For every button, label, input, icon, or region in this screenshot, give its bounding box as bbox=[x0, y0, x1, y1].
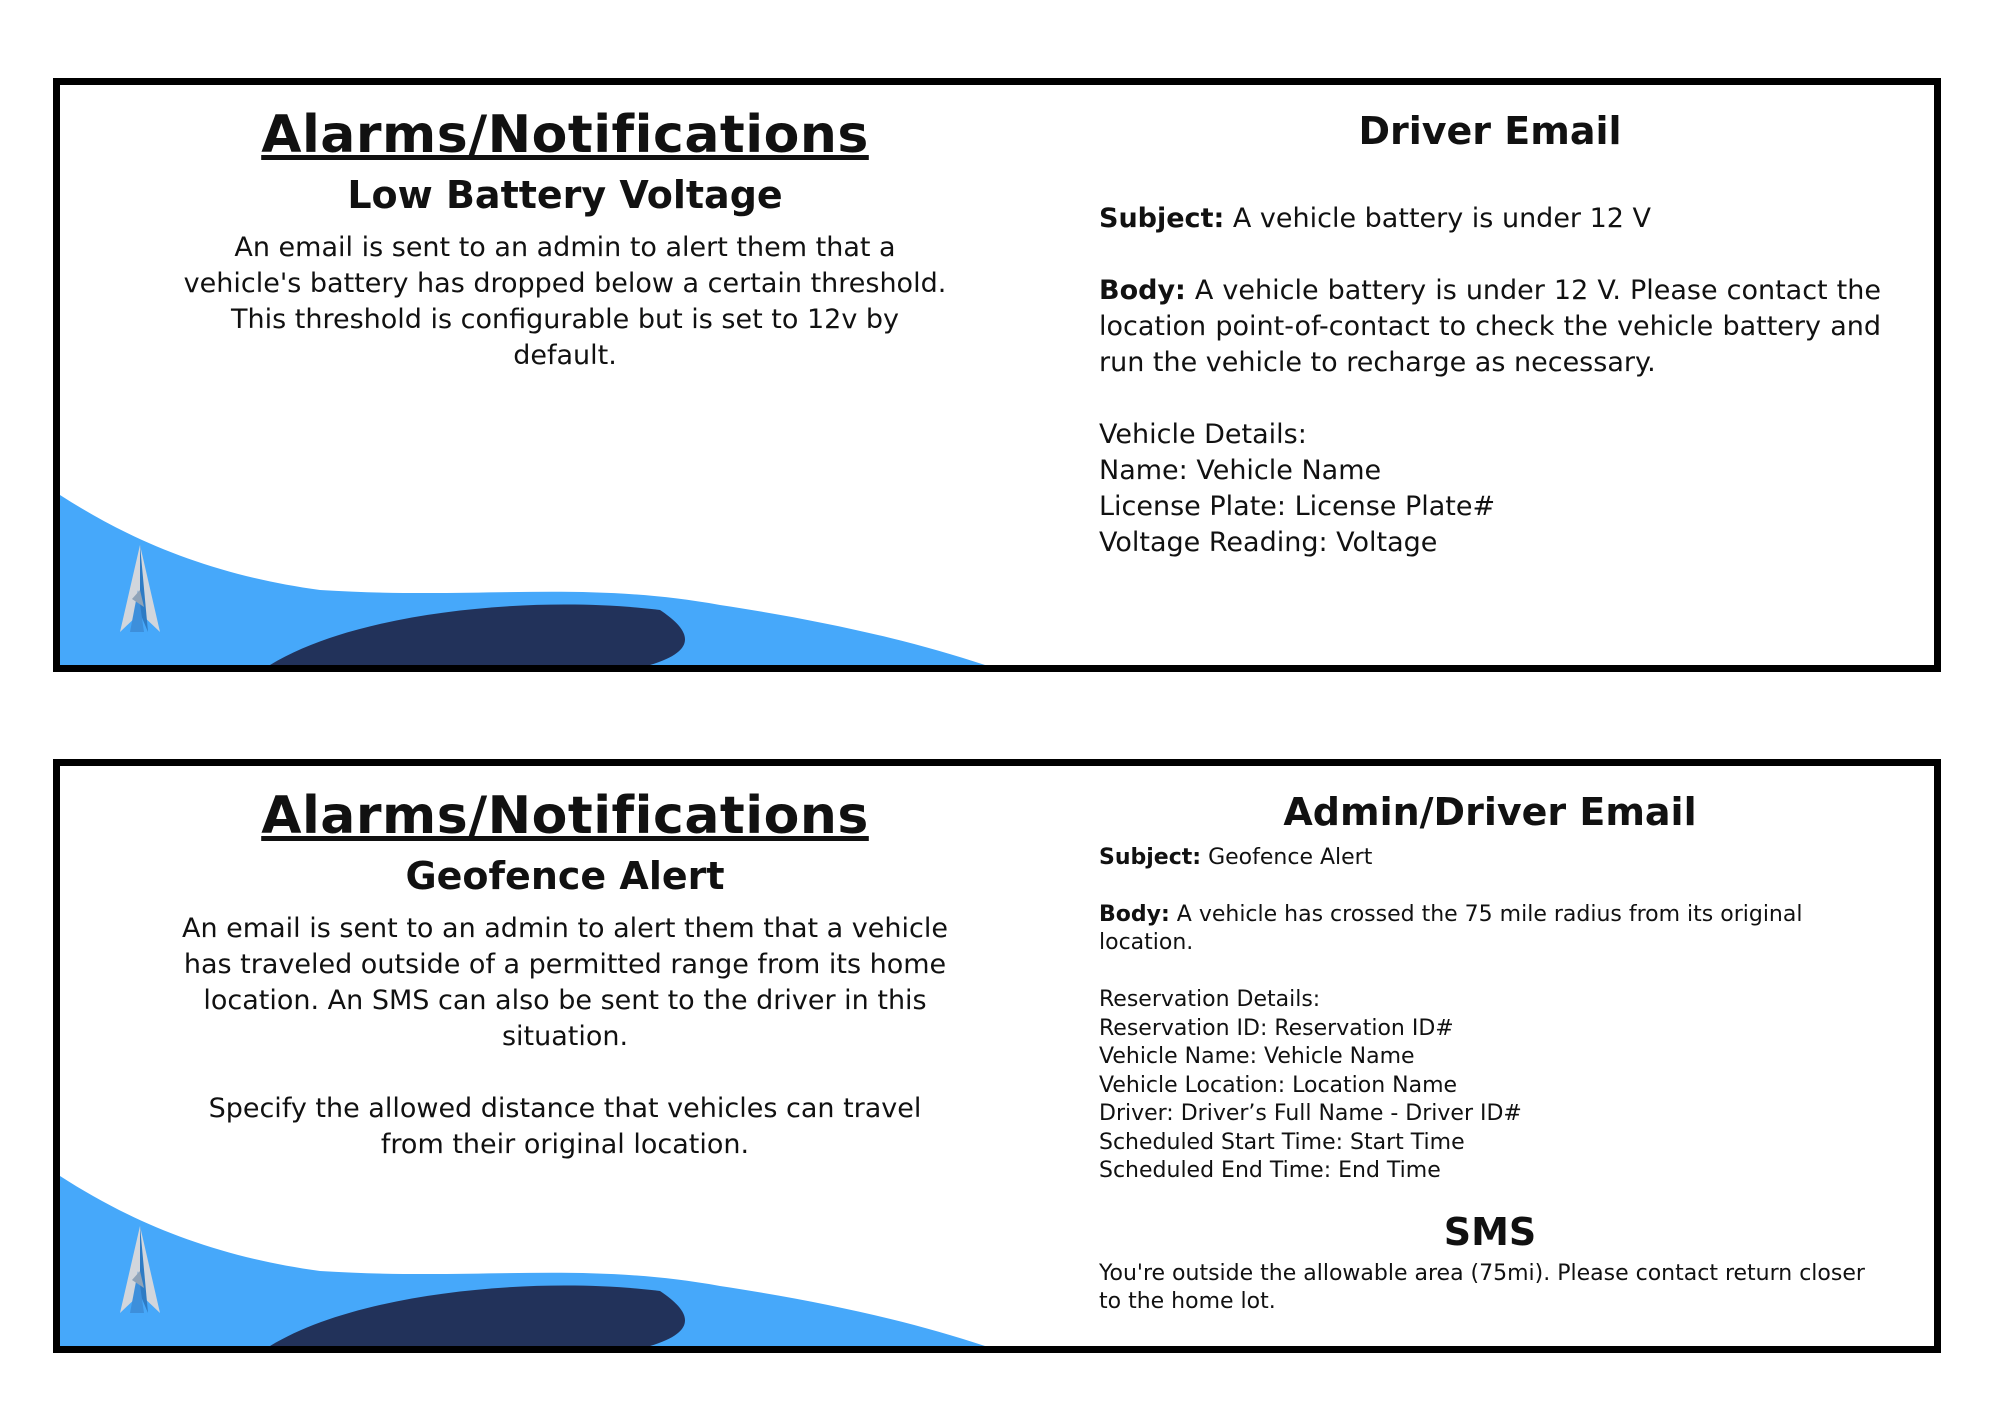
reservation-details bbox=[1099, 986, 1881, 1186]
email-body bbox=[1099, 901, 1881, 958]
details-line: Voltage Reading: Voltage bbox=[1099, 526, 1438, 558]
details-line: Scheduled Start Time: Start Time bbox=[1099, 1129, 1465, 1155]
page-title: Alarms/Notifications bbox=[261, 786, 869, 846]
alert-description-extra: Specify the allowed distance that vehicles can travel from their original location. bbox=[208, 1092, 922, 1160]
details-line: License Plate: License Plate# bbox=[1099, 490, 1496, 522]
decorative-wave bbox=[60, 1176, 1060, 1346]
alert-description: An email is sent to an admin to alert them that a vehicle has traveled outside of a permitted range from its home location. An SMS can also be sent to the driver in this situation. bbox=[182, 912, 948, 1052]
decorative-wave bbox=[60, 495, 1060, 665]
subject-text: A vehicle battery is under 12 V bbox=[1232, 202, 1652, 234]
email-title: Admin/Driver Email bbox=[1283, 790, 1697, 834]
details-heading: Reservation Details: bbox=[1099, 987, 1321, 1013]
sms-title: SMS bbox=[1443, 1209, 1537, 1254]
info-column bbox=[115, 107, 1015, 374]
email-column bbox=[1099, 792, 1881, 1317]
details-heading: Vehicle Details: bbox=[1099, 418, 1307, 450]
sms-text: You're outside the allowable area (75mi). Please contact return closer to the home lot. bbox=[1099, 1260, 1865, 1315]
low-battery-panel bbox=[53, 78, 1941, 672]
details-line: Vehicle Location: Location Name bbox=[1099, 1072, 1458, 1098]
alert-type-title: Low Battery Voltage bbox=[347, 173, 783, 218]
details-line: Driver: Driver’s Full Name - Driver ID# bbox=[1099, 1101, 1522, 1127]
details-line: Name: Vehicle Name bbox=[1099, 454, 1382, 486]
body-label: Body: bbox=[1099, 274, 1186, 306]
body-text: A vehicle has crossed the 75 mile radius from its original location. bbox=[1099, 901, 1803, 956]
email-subject bbox=[1099, 201, 1881, 237]
details-line: Vehicle Name: Vehicle Name bbox=[1099, 1044, 1415, 1070]
subject-label: Subject: bbox=[1099, 202, 1225, 234]
page-title: Alarms/Notifications bbox=[261, 105, 869, 165]
details-line: Scheduled End Time: End Time bbox=[1099, 1158, 1441, 1184]
email-body bbox=[1099, 273, 1881, 381]
body-label: Body: bbox=[1099, 901, 1170, 927]
alert-description: An email is sent to an admin to alert them that a vehicle's battery has dropped below a certain threshold. This threshold is configurable but is set to 12v by default. bbox=[183, 231, 947, 371]
subject-label: Subject: bbox=[1099, 844, 1202, 870]
vehicle-details bbox=[1099, 417, 1881, 561]
alert-type-title: Geofence Alert bbox=[405, 854, 725, 899]
info-column bbox=[115, 788, 1015, 1163]
subject-text: Geofence Alert bbox=[1208, 844, 1373, 870]
email-subject bbox=[1099, 844, 1881, 873]
details-line: Reservation ID: Reservation ID# bbox=[1099, 1015, 1454, 1041]
body-text: A vehicle battery is under 12 V. Please contact the location point-of-contact to check the vehicle battery and run the vehicle to recharge as necessary. bbox=[1099, 274, 1881, 378]
email-title: Driver Email bbox=[1358, 109, 1622, 153]
email-column bbox=[1099, 111, 1881, 561]
geofence-panel bbox=[53, 759, 1941, 1353]
